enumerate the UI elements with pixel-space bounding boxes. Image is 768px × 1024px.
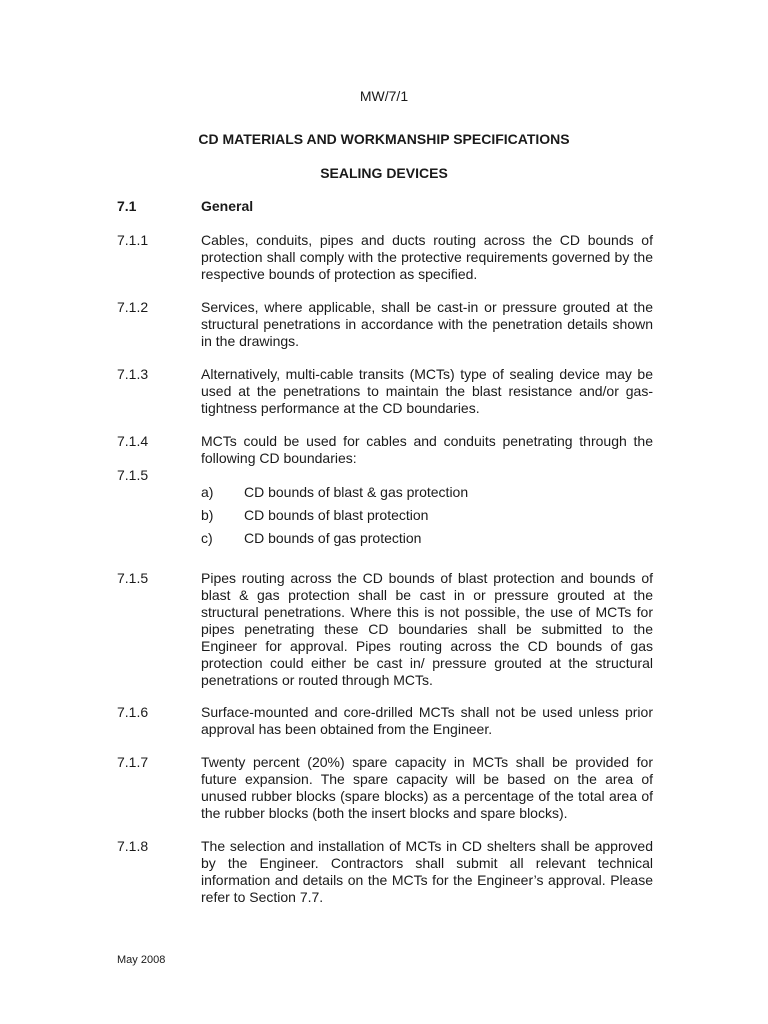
section-number: 7.1 — [117, 198, 137, 214]
clause-number: 7.1.3 — [117, 366, 149, 382]
clause-text: The selection and installation of MCTs in CD shelters shall be approved by the Engineer. Contractors shall submit all relevant technical information and details on the MCTs for the Engineer’s approval. Please refer to Section 7.7. — [201, 838, 653, 905]
clause-number: 7.1.7 — [117, 754, 149, 770]
footer-date: May 2008 — [117, 954, 166, 966]
clause-number: 7.1.6 — [117, 704, 149, 720]
list-item: CD bounds of blast protection — [244, 507, 429, 523]
clause-number: 7.1.5 — [117, 570, 149, 586]
clause-text: Cables, conduits, pipes and ducts routing across the CD bounds of protection shall comply with the protective requirements governed by the respective bounds of protection as specified. — [201, 232, 653, 282]
document-subtitle: SEALING DEVICES — [320, 165, 448, 181]
clause-text: Surface-mounted and core-drilled MCTs shall not be used unless prior approval has been obtained from the Engineer. — [201, 704, 653, 737]
list-item-letter: b) — [201, 507, 214, 523]
clause-text: Pipes routing across the CD bounds of blast protection and bounds of blast & gas protection shall be cast in or pressure grouted at the structural penetrations. Where this is not possible, the use of MCTs for pipes penetrating these CD boundaries shall be submitted to the Engineer for approval. Pipes routing across the CD bounds of gas protection could either be cast in/ pressure grouted at the structural penetrations or routed through MCTs. — [201, 570, 653, 688]
document-title: CD MATERIALS AND WORKMANSHIP SPECIFICATIONS — [198, 131, 570, 147]
clause-number: 7.1.4 — [117, 433, 149, 449]
list-item: CD bounds of gas protection — [244, 530, 422, 546]
list-item: CD bounds of blast & gas protection — [244, 484, 469, 500]
list-item-letter: a) — [201, 484, 214, 500]
clause-text: Alternatively, multi-cable transits (MCTs) type of sealing device may be used at the penetrations to maintain the blast resistance and/or gas-tightness performance at the CD boundaries. — [201, 366, 653, 416]
clause-number: 7.1.8 — [117, 838, 149, 854]
clause-text: MCTs could be used for cables and conduits penetrating through the following CD boundaries: — [201, 433, 653, 466]
list-item-letter: c) — [201, 530, 213, 546]
clause-text: Twenty percent (20%) spare capacity in MCTs shall be provided for future expansion. The spare capacity will be based on the area of unused rubber blocks (spare blocks) as a percentage of the total area of the rubber blocks (both the insert blocks and spare blocks). — [201, 754, 653, 821]
clause-number: 7.1.2 — [117, 299, 149, 315]
clause-number: 7.1.1 — [117, 232, 149, 248]
clause-text: Services, where applicable, shall be cast-in or pressure grouted at the structural penetrations in accordance with the penetration details shown in the drawings. — [201, 299, 653, 349]
clause-number: 7.1.5 — [117, 467, 149, 483]
document-code: MW/7/1 — [359, 88, 409, 104]
section-title: General — [201, 198, 254, 214]
